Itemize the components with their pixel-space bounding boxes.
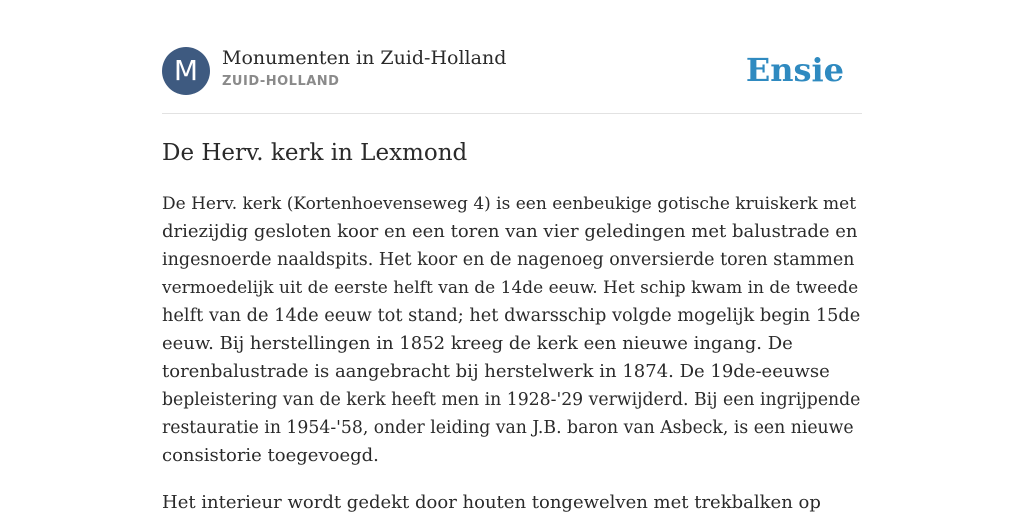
- article-paragraph-1: [162, 190, 862, 470]
- paragraph-line: Het interieur wordt gedekt door houten tongewelven met trekbalken op: [162, 492, 821, 512]
- article-title: De Herv. kerk in Lexmond: [162, 140, 468, 166]
- paragraph-line: vermoedelijk uit de eerste helft van de 14de eeuw. Het schip kwam in de tweede: [162, 278, 859, 298]
- source-subtitle: ZUID-HOLLAND: [222, 74, 340, 89]
- avatar[interactable]: M: [162, 47, 210, 95]
- brand-logo[interactable]: Ensie: [745, 51, 844, 89]
- paragraph-line: helft van de 14de eeuw tot stand; het dwarsschip volgde mogelijk begin 15de: [162, 306, 861, 326]
- paragraph-line: restauratie in 1954-'58, onder leiding van J.B. baron van Asbeck, is een nieuwe: [162, 418, 854, 438]
- paragraph-line: consistorie toegevoegd.: [162, 445, 379, 466]
- source-header: [162, 46, 862, 96]
- paragraph-line: torenbalustrade is aangebracht bij herstelwerk in 1874. De 19de-eeuwse: [162, 361, 830, 382]
- paragraph-line: eeuw. Bij herstellingen in 1852 kreeg de kerk een nieuwe ingang. De: [162, 333, 793, 354]
- source-title-link[interactable]: Monumenten in Zuid-Holland: [222, 47, 507, 69]
- paragraph-line: De Herv. kerk (Kortenhoevenseweg 4) is een eenbeukige gotische kruiskerk met: [162, 194, 857, 214]
- paragraph-line: driezijdig gesloten koor en een toren van vier geledingen met balustrade en: [162, 221, 858, 242]
- article-paragraph-2: [162, 489, 862, 512]
- paragraph-line: bepleistering van de kerk heeft men in 1928-'29 verwijderd. Bij een ingrijpende: [162, 390, 861, 410]
- paragraph-line: ingesnoerde naaldspits. Het koor en de nagenoeg onversierde toren stammen: [162, 250, 855, 270]
- header-divider: [162, 113, 862, 114]
